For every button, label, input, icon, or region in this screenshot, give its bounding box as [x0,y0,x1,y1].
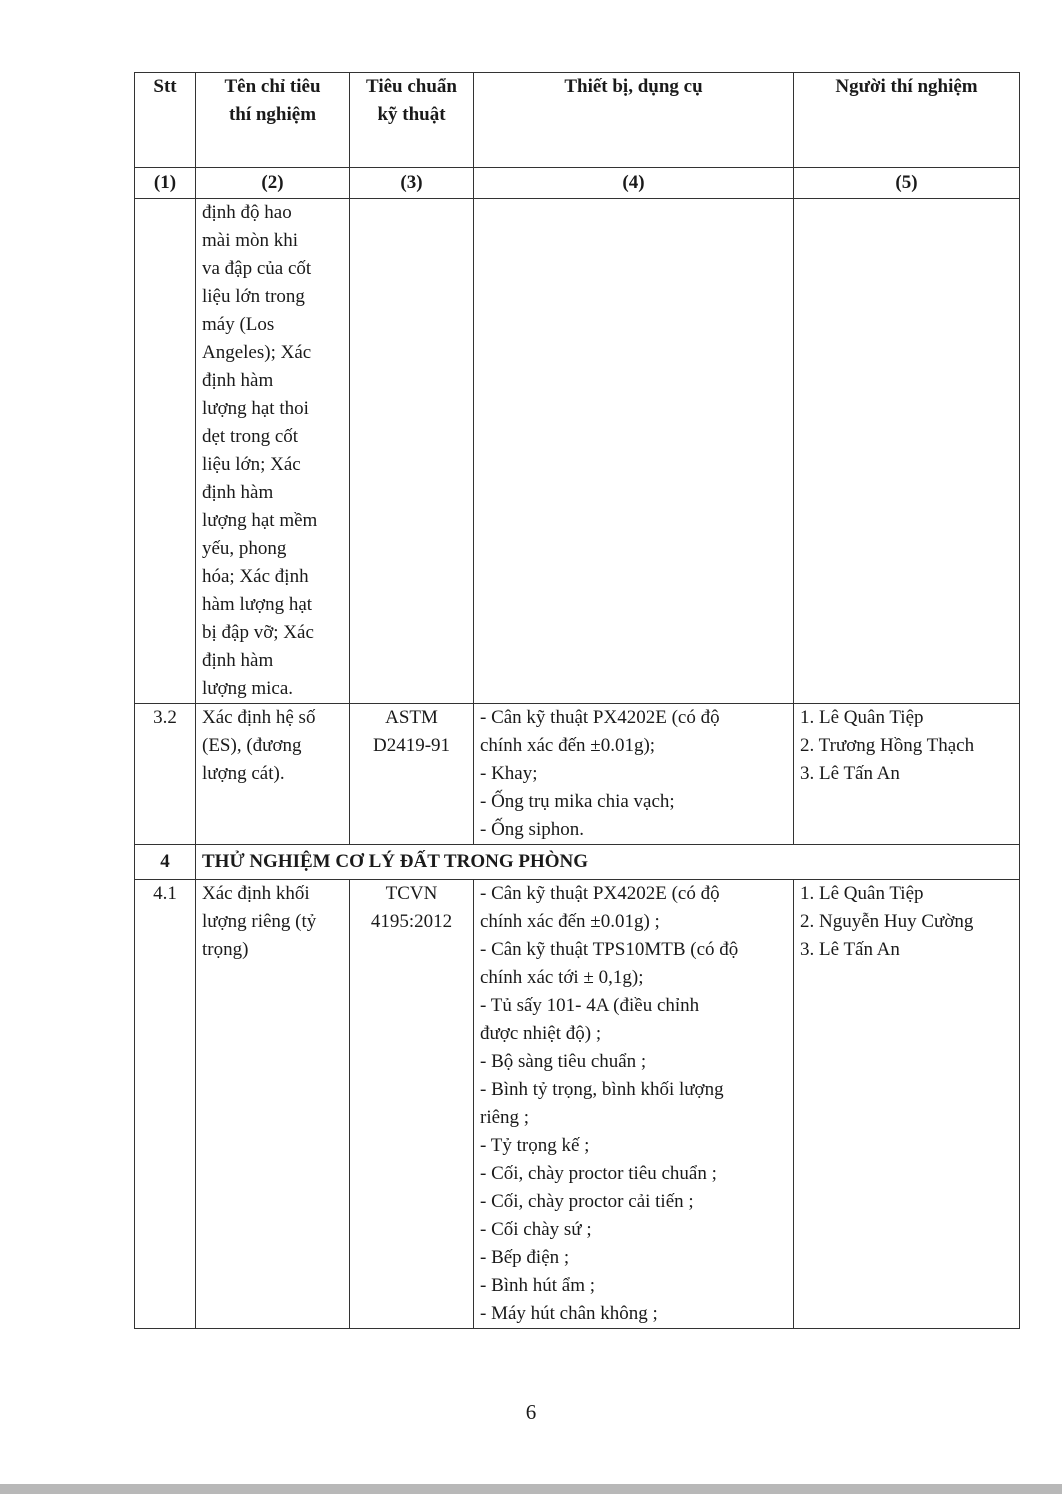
equipment-line: - Cối chày sứ ; [480,1219,592,1240]
test-name-line: máy (Los [202,314,275,335]
table-row-continued [135,199,1020,704]
test-name-line: hóa; Xác định [202,566,309,587]
stt-cell: 4.1 [135,880,196,1329]
equipment-line: - Cân kỹ thuật PX4202E (có độ [480,707,720,728]
test-name-line: dẹt trong cốt [202,426,299,447]
column-number-row [135,168,1020,199]
equipment-line: chính xác tới ± 0,1g); [480,967,644,988]
header-equipment: Thiết bị, dụng cụ [474,73,794,168]
equipment-line: chính xác đến ±0.01g) ; [480,911,660,932]
section-row-4 [135,845,1020,880]
test-name-line: hàm lượng hạt [202,594,313,615]
header-person: Người thí nghiệm [794,73,1020,168]
person-cell [794,704,1020,845]
equipment-line: - Tỷ trọng kế ; [480,1135,590,1156]
equipment-cell [474,880,794,1329]
header-standard [350,73,474,168]
equipment-cell [474,199,794,704]
equipment-line: - Bình tỷ trọng, bình khối lượng [480,1079,724,1100]
equipment-line: - Bếp điện ; [480,1247,570,1268]
person-line: 2. Nguyễn Huy Cường [800,911,974,932]
test-name-line: (ES), (đương [202,735,302,756]
equipment-line: - Ống trụ mika chia vạch; [480,791,675,812]
test-name-cell [196,880,350,1329]
test-name-cell [196,199,350,704]
person-line: 3. Lê Tấn An [800,763,900,784]
test-name-line: lượng hạt mềm [202,510,318,531]
column-number: (3) [350,168,474,199]
test-name-line: lượng cát). [202,763,285,784]
test-name-line: định hàm [202,482,274,503]
test-name-line: định hàm [202,370,274,391]
equipment-line: - Tủ sấy 101- 4A (điều chỉnh [480,995,700,1016]
scan-edge-bar [0,1484,1062,1494]
test-name-line: lượng riêng (tỷ [202,911,317,932]
equipment-line: - Bộ sàng tiêu chuẩn ; [480,1051,647,1072]
equipment-line: - Bình hút ẩm ; [480,1275,596,1296]
column-number: (2) [196,168,350,199]
header-row [135,73,1020,168]
test-table [134,72,1020,1329]
header-test-name [196,73,350,168]
equipment-line: - Cối, chày proctor cải tiến ; [480,1191,694,1212]
equipment-line: - Khay; [480,763,538,784]
standard-line: ASTM [385,707,438,728]
person-line: 3. Lê Tấn An [800,939,900,960]
table-row-3-2 [135,704,1020,845]
equipment-line: được nhiệt độ) ; [480,1023,602,1044]
test-name-line: lượng mica. [202,678,294,699]
test-name-line: bị đập vỡ; Xác [202,622,314,643]
section-title: THỬ NGHIỆM CƠ LÝ ĐẤT TRONG PHÒNG [196,845,1020,880]
section-stt: 4 [135,845,196,880]
header-standard-line: kỹ thuật [377,104,446,125]
equipment-line: - Cối, chày proctor tiêu chuẩn ; [480,1163,717,1184]
header-test-name-line: Tên chỉ tiêu [224,76,321,97]
header-standard-line: Tiêu chuẩn [366,76,457,97]
person-cell [794,880,1020,1329]
equipment-line: - Ống siphon. [480,819,584,840]
test-name-line: va đập của cốt [202,258,312,279]
header-stt: Stt [135,73,196,168]
test-name-line: Xác định hệ số [202,707,316,728]
column-number: (4) [474,168,794,199]
person-cell [794,199,1020,704]
equipment-line: - Cân kỹ thuật PX4202E (có độ [480,883,720,904]
column-number: (5) [794,168,1020,199]
stt-cell [135,199,196,704]
page-number: 6 [525,1400,537,1424]
column-number: (1) [135,168,196,199]
test-name-cell [196,704,350,845]
test-name-line: định độ hao [202,202,292,223]
equipment-line: - Máy hút chân không ; [480,1303,658,1324]
test-name-line: Angeles); Xác [202,342,312,363]
equipment-cell [474,704,794,845]
test-name-line: Xác định khối [202,883,310,904]
standard-cell [350,704,474,845]
standard-line: TCVN [385,883,438,904]
standard-cell [350,880,474,1329]
person-line: 1. Lê Quân Tiệp [800,707,924,728]
standard-cell [350,199,474,704]
equipment-line: chính xác đến ±0.01g); [480,735,656,756]
test-name-line: định hàm [202,650,274,671]
standard-line: D2419-91 [372,735,451,756]
person-line: 2. Trương Hồng Thạch [800,735,975,756]
test-name-line: lượng hạt thoi [202,398,309,419]
test-name-line: yếu, phong [202,538,287,559]
test-name-line: mài mòn khi [202,230,299,251]
equipment-line: riêng ; [480,1107,530,1128]
table-row-4-1 [135,880,1020,1329]
test-name-line: liệu lớn; Xác [202,454,301,475]
standard-line: 4195:2012 [370,911,453,932]
stt-cell: 3.2 [135,704,196,845]
equipment-line: - Cân kỹ thuật TPS10MTB (có độ [480,939,739,960]
test-name-line: liệu lớn trong [202,286,305,307]
test-name-line: trọng) [202,939,249,960]
person-line: 1. Lê Quân Tiệp [800,883,924,904]
header-test-name-line: thí nghiệm [228,104,317,125]
